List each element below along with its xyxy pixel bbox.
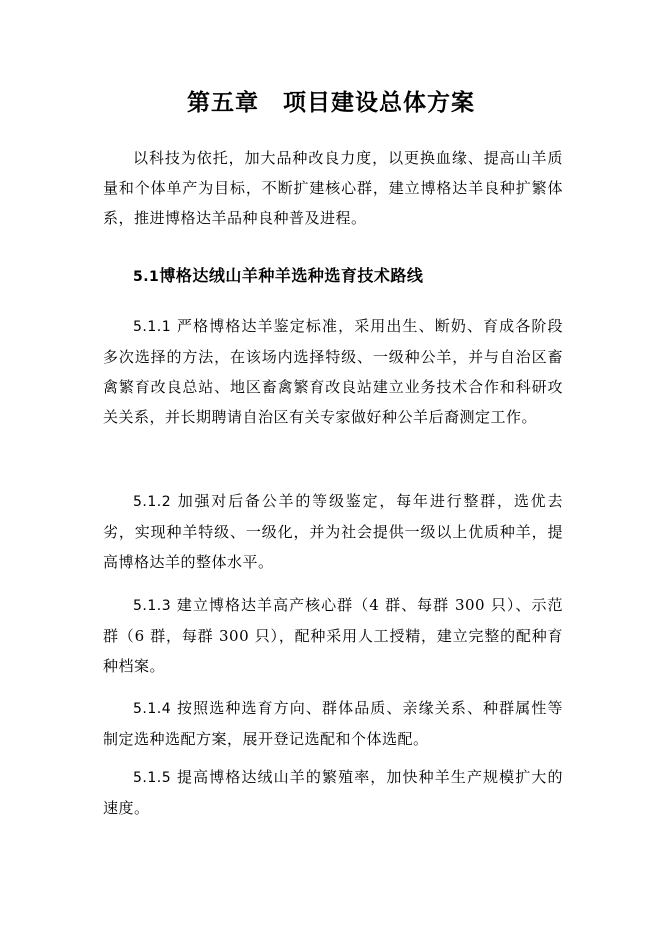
chapter-number: 第五章 — [187, 89, 259, 116]
intro-paragraph: 以科技为依托，加大品种改良力度，以更换血缘、提高山羊质量和个体单产为目标，不断扩建核心群，建立博格达羊良种扩繁体系，推进博格达羊品种良种普及进程。 — [103, 149, 563, 227]
item-number: 5.1.4 — [133, 701, 172, 717]
item-number: 5.1.3 — [133, 598, 172, 614]
chapter-title — [0, 87, 662, 119]
section-title: 博格达绒山羊种羊选种选育技术路线 — [159, 266, 424, 285]
item-number: 5.1.1 — [133, 319, 172, 335]
section-number: 5.1 — [133, 269, 160, 285]
item-number: 5.1.2 — [133, 494, 172, 510]
chapter-name: 项目建设总体方案 — [283, 89, 475, 116]
item-5-1-3 — [103, 590, 563, 681]
item-text: 严格博格达羊鉴定标准，采用出生、断奶、育成各阶段多次选择的方法，在该场内选择特级、一级种公羊，并与自治区畜禽繁育改良总站、地区畜禽繁育改良站建立业务技术合作和科研攻关关系，并长期聘请自治区有关专家做好种公羊后裔测定工作。 — [103, 317, 563, 426]
item-text: 加强对后备公羊的等级鉴定，每年进行整群，选优去劣，实现种羊特级、一级化，并为社会提供一级以上优质种羊，提高博格达羊的整体水平。 — [103, 492, 563, 571]
item-number: 5.1.5 — [133, 770, 172, 786]
item-5-1-4 — [103, 693, 563, 754]
item-5-1-1 — [103, 311, 563, 432]
item-5-1-5 — [103, 762, 563, 823]
item-5-1-2 — [103, 486, 563, 577]
item-text: 建立博格达羊高产核心群（4 群、每群 300 只）、示范群（6 群，每群 300 只），配种采用人工授精，建立完整的配种育种档案。 — [103, 596, 563, 675]
item-text: 按照选种选育方向、群体品质、亲缘关系、种群属性等制定选种选配方案，展开登记选配和个体选配。 — [103, 699, 563, 748]
section-heading — [133, 262, 423, 291]
item-text: 提高博格达绒山羊的繁殖率，加快种羊生产规模扩大的速度。 — [103, 768, 563, 817]
